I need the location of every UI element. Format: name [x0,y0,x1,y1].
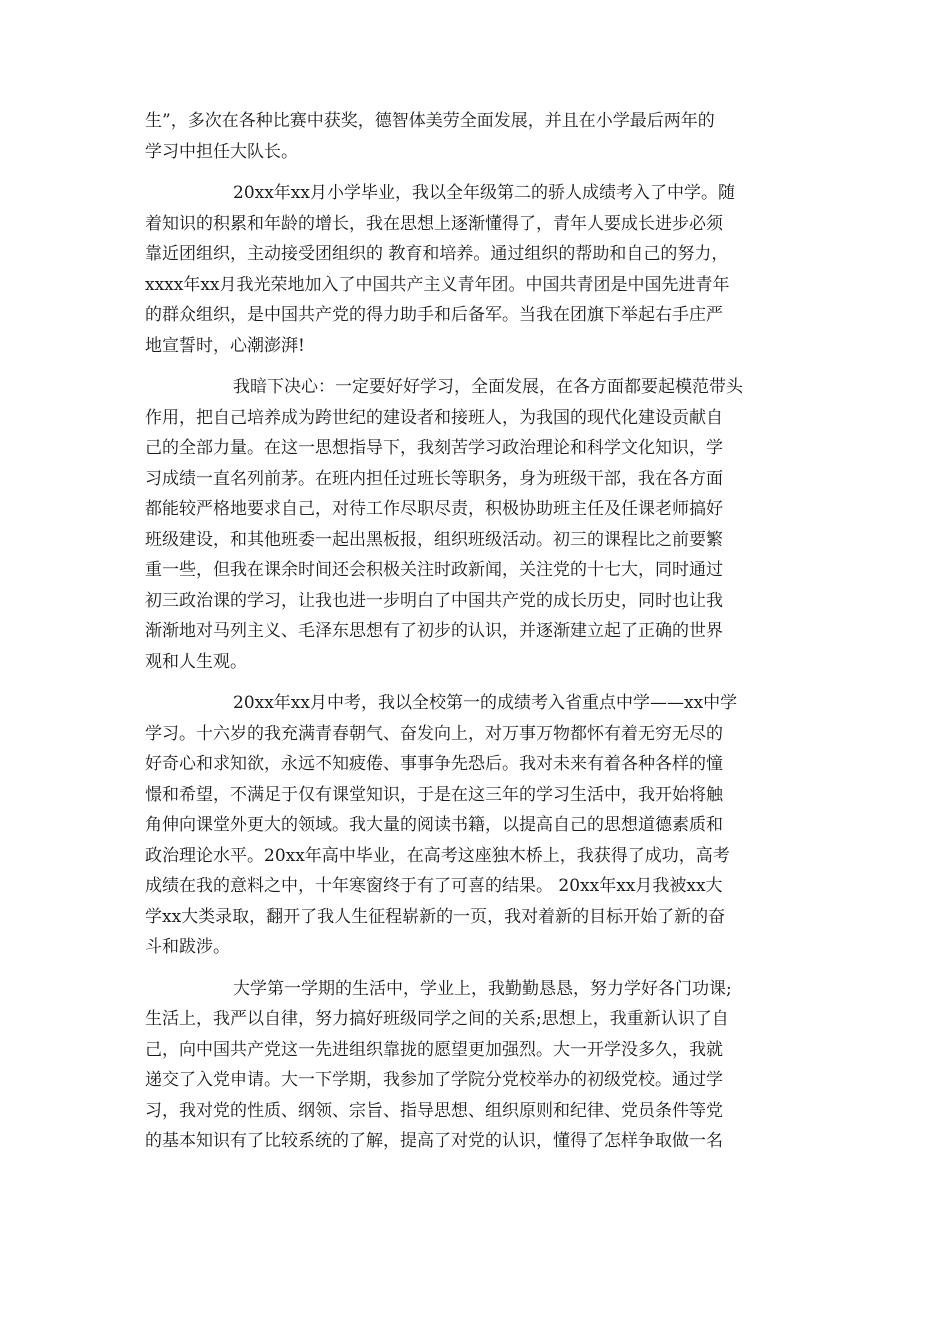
text-line: 大学第一学期的生活中，学业上，我勤勤恳恳，努力学好各门功课; [233,978,732,999]
text-line: 重一些，但我在课余时间还会积极关注时政新闻，关注党的十七大，同时通过 [145,560,723,580]
text-line: 好奇心和求知欲，永远不知疲倦、事事争先恐后。我对未来有着各种各样的憧 [145,754,723,774]
text-line: 作用，把自己培养成为跨世纪的建设者和接班人，为我国的现代化建设贡献自 [145,407,723,428]
paragraph-1 [145,106,800,167]
text-line: 靠近团组织，主动接受团组织的 教育和培养。通过组织的帮助和自己的努力， [145,244,729,264]
paragraph-4 [145,688,800,963]
text-line: 学习。十六岁的我充满青春朝气、奋发向上，对万事万物都怀有着无穷无尽的 [145,723,723,744]
text-line: 观和人生观。 [145,651,247,672]
document-body [145,106,800,1168]
paragraph-3 [145,372,800,677]
text-line: 己，向中国共产党这一先进组织靠拢的愿望更加强烈。大一开学没多久，我就 [145,1039,723,1060]
text-line: 我暗下决心：一定要好好学习，全面发展，在各方面都要起模范带头 [233,377,743,397]
text-line: 都能较严格地要求自己，对待工作尽职尽责，积极协助班主任及任课老师搞好 [145,499,723,519]
text-line: 地宣誓时，心潮澎湃! [145,335,305,356]
text-line: 着知识的积累和年龄的增长，我在思想上逐渐懂得了，青年人要成长进步必须 [145,213,723,234]
text-line: xxxx年xx月我光荣地加入了中国共产主义青年团。中国共青团是中国先进青年 [145,274,730,295]
text-line: 憬和希望，不满足于仅有课堂知识，于是在这三年的学习生活中，我开始将触 [145,784,723,805]
paragraph-2 [145,178,800,361]
text-line: 生”，多次在各种比赛中获奖，德智体美劳全面发展，并且在小学最后两年的 [145,111,715,131]
text-line: 政治理论水平。20xx年高中毕业，在高考这座独木桥上，我获得了成功，高考 [145,845,730,866]
paragraph-5 [145,974,800,1157]
text-line: 斗和跋涉。 [145,937,230,957]
text-line: 习，我对党的性质、纲领、宗旨、指导思想、组织原则和纪律、党员条件等党 [145,1100,723,1121]
text-line: 学xx大类录取，翻开了我人生征程崭新的一页，我对着新的目标开始了新的奋 [145,906,726,927]
text-line: 角伸向课堂外更大的领域。我大量的阅读书籍，以提高自己的思想道德素质和 [145,815,723,835]
text-line: 班级建设，和其他班委一起出黑板报，组织班级活动。初三的课程比之前要繁 [145,529,723,550]
text-line: 生活上，我严以自律，努力搞好班级同学之间的关系;思想上，我重新认识了自 [145,1009,729,1029]
text-line: 初三政治课的学习，让我也进一步明白了中国共产党的成长历史，同时也让我 [145,590,723,611]
text-line: 习成绩一直名列前茅。在班内担任过班长等职务，身为班级干部，我在各方面 [145,468,723,489]
text-line: 的群众组织，是中国共产党的得力助手和后备军。当我在团旗下举起右手庄严 [145,305,723,325]
text-line: 学习中担任大队长。 [145,141,298,162]
text-line: 己的全部力量。在这一思想指导下，我刻苦学习政治理论和科学文化知识，学 [145,438,723,458]
text-line: 递交了入党申请。大一下学期，我参加了学院分党校举办的初级党校。通过学 [145,1070,723,1090]
text-line: 成绩在我的意料之中，十年寒窗终于有了可喜的结果。 20xx年xx月我被xx大 [145,876,723,896]
text-line: 20xx年xx月小学毕业，我以全年级第二的骄人成绩考入了中学。随 [233,183,735,203]
text-line: 的基本知识有了比较系统的了解，提高了对党的认识，懂得了怎样争取做一名 [145,1131,723,1151]
text-line: 20xx年xx月中考，我以全校第一的成绩考入省重点中学——xx中学 [233,693,738,713]
text-line: 渐渐地对马列主义、毛泽东思想有了初步的认识，并逐渐建立起了正确的世界 [145,621,723,641]
